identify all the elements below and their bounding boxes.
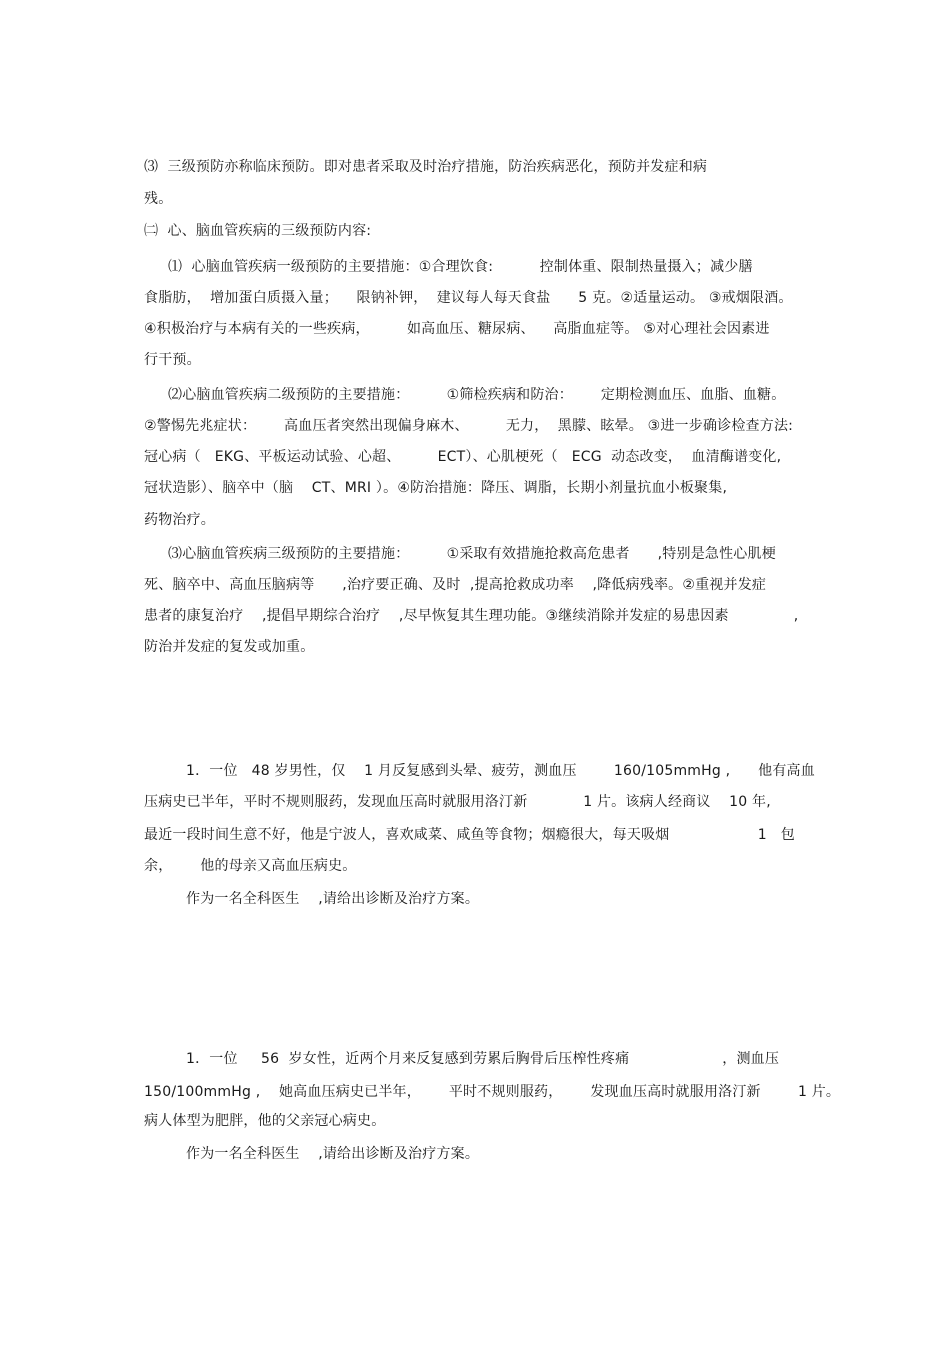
tertiary-prevention-line-4: 防治并发症的复发或加重。 <box>144 639 315 655</box>
section-heading: ㈡ 心、脑血管疾病的三级预防内容: <box>144 223 372 239</box>
secondary-prevention-line-1: ⑵心脑血管疾病二级预防的主要措施： ①筛检疾病和防治： 定期检测血压、血脂、血糖。 <box>168 387 786 403</box>
primary-prevention-line-4: 行干预。 <box>144 352 201 368</box>
primary-prevention-line-3: ④积极治疗与本病有关的一些疾病， 如高血压、糖尿病、 高脂血症等。 ⑤对心理社会因素进 <box>144 321 770 337</box>
case-1-line-2: 压病史已半年，平时不规则服药，发现血压高时就服用洛汀新 1 片。该病人经商议 10 年, <box>144 794 771 810</box>
case-1-line-1: 1．一位 48 岁男性，仅 1 月反复感到头晕、疲劳，测血压 160/105mmHg , 他有高血 <box>186 763 815 779</box>
secondary-prevention-line-3: 冠心病（ EKG、平板运动试验、心超、 ECT）、心肌梗死（ ECG 动态改变， 血清酶谱变化, <box>144 449 782 465</box>
tertiary-prevention-line-1: ⑶心脑血管疾病三级预防的主要措施： ①采取有效措施抢救高危患者 ,特别是急性心肌梗 <box>168 546 776 562</box>
tertiary-prevention-line-2: 死、脑卒中、高血压脑病等 ,治疗要正确、及时 ,提高抢救成功率 ,降低病残率。②重视并发症 <box>144 577 767 593</box>
tertiary-prevention-definition-line-1: ⑶ 三级预防亦称临床预防。即对患者采取及时治疗措施，防治疾病恶化，预防并发症和病 <box>144 159 708 175</box>
case-1-line-4: 余， 他的母亲又高血压病史。 <box>144 858 357 874</box>
case-1-task: 作为一名全科医生 ,请给出诊断及治疗方案。 <box>186 891 480 907</box>
primary-prevention-line-2: 食脂肪， 增加蛋白质摄入量； 限钠补钾， 建议每人每天食盐 5 克。②适量运动。 ③戒烟限酒。 <box>144 290 793 306</box>
case-2-task: 作为一名全科医生 ,请给出诊断及治疗方案。 <box>186 1146 480 1162</box>
tertiary-prevention-definition-line-2: 残。 <box>144 191 173 207</box>
case-2-line-1: 1．一位 56 岁女性，近两个月来反复感到劳累后胸骨后压榨性疼痛 ，测血压 <box>186 1051 780 1067</box>
case-2-line-2: 150/100mmHg , 她高血压病史已半年， 平时不规则服药， 发现血压高时就服用洛汀新 1 片。 <box>144 1084 841 1100</box>
tertiary-prevention-line-3: 患者的康复治疗 ,提倡早期综合治疗 ,尽早恢复其生理功能。③继续消除并发症的易患因素 , <box>144 608 799 624</box>
case-2-line-3: 病人体型为肥胖，他的父亲冠心病史。 <box>144 1113 386 1129</box>
primary-prevention-line-1: ⑴ 心脑血管疾病一级预防的主要措施：①合理饮食: 控制体重、限制热量摄入；减少膳 <box>168 259 753 275</box>
secondary-prevention-line-2: ②警惕先兆症状： 高血压者突然出现偏身麻木、 无力， 黑朦、眩晕。 ③进一步确诊检查方法: <box>144 418 794 434</box>
secondary-prevention-line-5: 药物治疗。 <box>144 512 215 528</box>
case-1-line-3: 最近一段时间生意不好，他是宁波人，喜欢咸菜、咸鱼等食物；烟瘾很大，每天吸烟 1 包 <box>144 827 796 843</box>
secondary-prevention-line-4: 冠状造影）、脑卒中（脑 CT、MRI ）。④防治措施：降压、调脂，长期小剂量抗血小板聚集, <box>144 480 728 496</box>
